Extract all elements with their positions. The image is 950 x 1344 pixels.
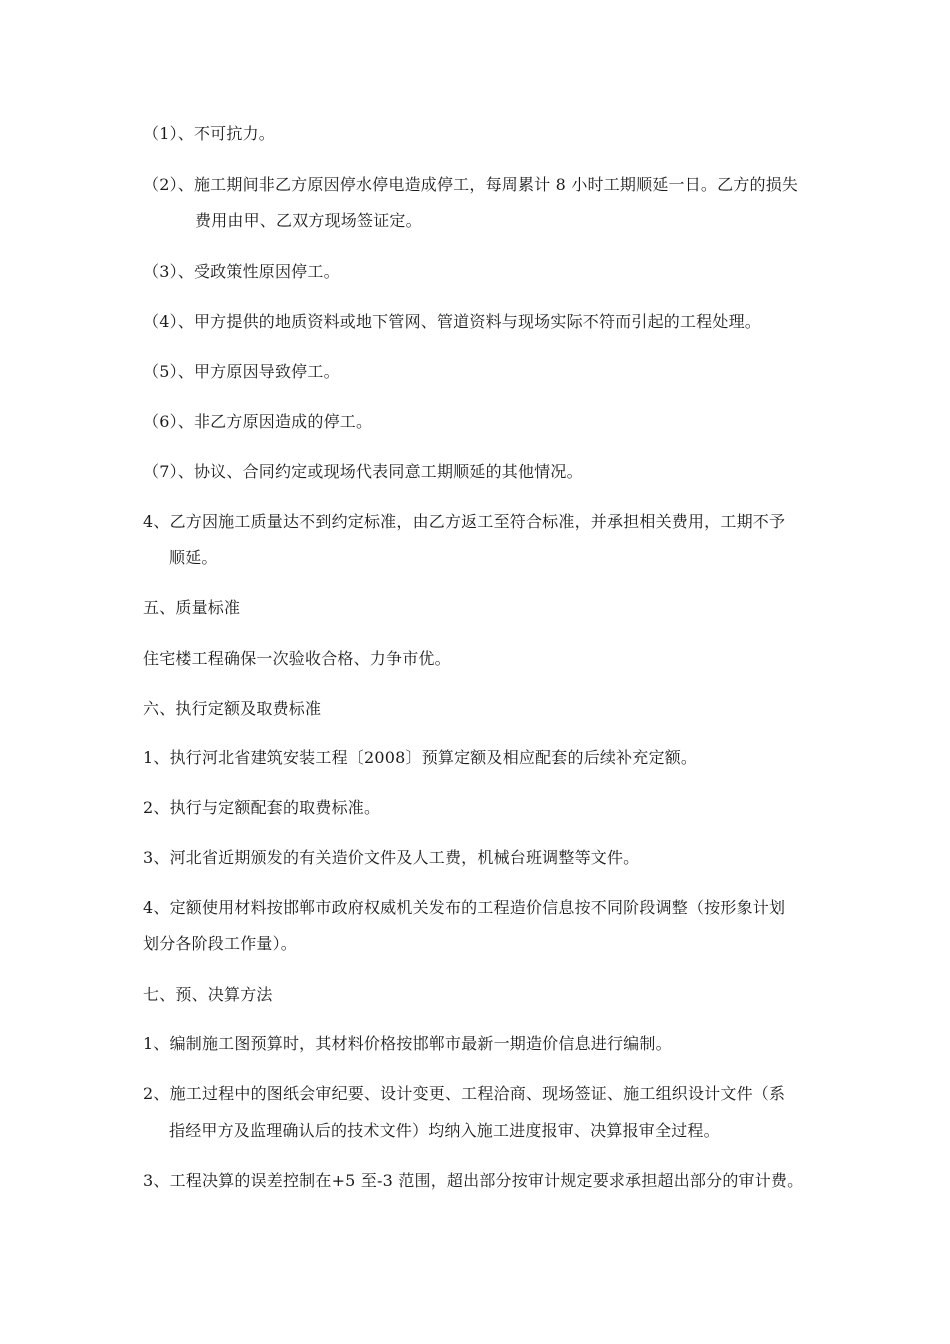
section-heading-5: 五、质量标准 — [143, 598, 241, 617]
quota-item-2: 2、执行与定额配套的取费标准。 — [143, 798, 381, 817]
paragraph-4-quality: 4、乙方因施工质量达不到约定标准，由乙方返工至符合标准，并承担相关费用，工期不予 — [143, 512, 786, 531]
clause-item-3: （3）、受政策性原因停工。 — [143, 262, 340, 281]
quota-item-1: 1、执行河北省建筑安装工程〔2008〕预算定额及相应配套的后续补充定额。 — [143, 748, 698, 767]
section-heading-6: 六、执行定额及取费标准 — [143, 699, 322, 718]
quality-statement: 住宅楼工程确保一次验收合格、力争市优。 — [143, 649, 451, 668]
paragraph-4-continued: 顺延。 — [169, 548, 218, 567]
budget-item-3: 3、工程决算的误差控制在+5 至-3 范围，超出部分按审计规定要求承担超出部分的审计费。 — [143, 1171, 804, 1190]
section-heading-7: 七、预、决算方法 — [143, 985, 273, 1004]
budget-item-1: 1、编制施工图预算时，其材料价格按邯郸市最新一期造价信息进行编制。 — [143, 1034, 672, 1053]
budget-item-2-continued: 指经甲方及监理确认后的技术文件）均纳入施工进度报审、决算报审全过程。 — [169, 1121, 720, 1140]
clause-item-2-continued: 费用由甲、乙双方现场签证定。 — [195, 211, 422, 230]
budget-item-2: 2、施工过程中的图纸会审纪要、设计变更、工程洽商、现场签证、施工组织设计文件（系 — [143, 1084, 786, 1103]
clause-item-5: （5）、甲方原因导致停工。 — [143, 362, 340, 381]
quota-item-4: 4、定额使用材料按邯郸市政府权威机关发布的工程造价信息按不同阶段调整（按形象计划 — [143, 898, 786, 917]
clause-item-2: （2）、施工期间非乙方原因停水停电造成停工，每周累计 8 小时工期顺延一日。乙方的损失 — [143, 175, 799, 194]
quota-item-4-continued: 划分各阶段工作量）。 — [143, 934, 298, 953]
clause-item-7: （7）、协议、合同约定或现场代表同意工期顺延的其他情况。 — [143, 462, 583, 481]
clause-item-4: （4）、甲方提供的地质资料或地下管网、管道资料与现场实际不符而引起的工程处理。 — [143, 312, 761, 331]
quota-item-3: 3、河北省近期颁发的有关造价文件及人工费，机械台班调整等文件。 — [143, 848, 640, 867]
clause-item-1: （1）、不可抗力。 — [143, 124, 275, 143]
clause-item-6: （6）、非乙方原因造成的停工。 — [143, 412, 373, 431]
